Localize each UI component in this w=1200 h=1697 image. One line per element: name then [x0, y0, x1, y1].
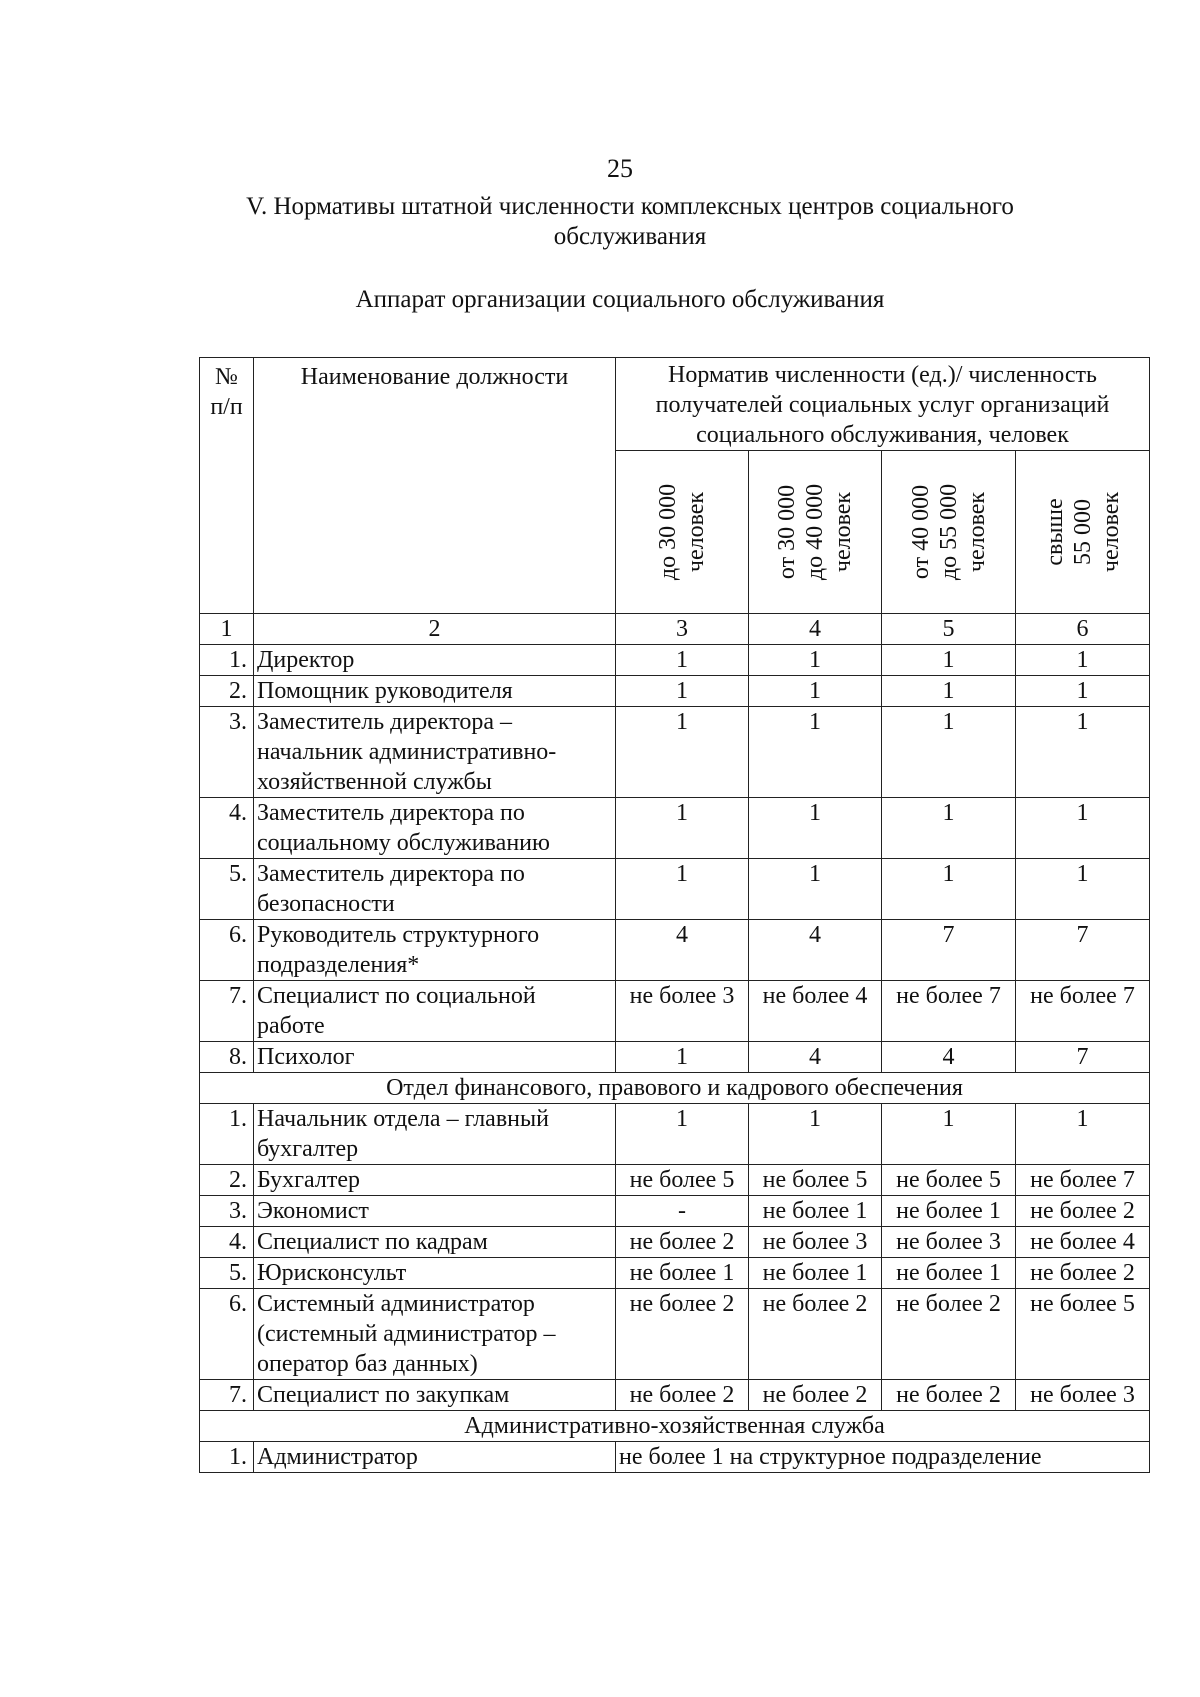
row-number: 3. [200, 1196, 254, 1227]
norm-value-cell: не более 5 [882, 1165, 1016, 1196]
header-col-1-line-2: человек [683, 491, 709, 573]
norm-value-cell: 7 [1016, 920, 1150, 981]
norm-value-cell: не более 2 [1016, 1258, 1150, 1289]
position-name-cell [254, 1258, 616, 1289]
header-col-4-line-2: 55 000 [1069, 499, 1096, 566]
norm-value-cell: не более 2 [616, 1227, 749, 1258]
position-name-cell [254, 707, 616, 798]
norm-value-cell: 1 [882, 676, 1016, 707]
norm-value-cell: не более 7 [1016, 1165, 1150, 1196]
norm-value-cell: 1 [1016, 859, 1150, 920]
norm-value-cell: 4 [882, 1042, 1016, 1073]
column-number-cell: 5 [882, 614, 1016, 645]
header-col-3-line-1: от 40 000 [907, 484, 934, 580]
row-number: 6. [200, 1289, 254, 1380]
header-col-under-30000 [616, 451, 749, 614]
row-number: 1. [200, 645, 254, 676]
table-row [200, 1042, 1150, 1073]
table-row [200, 920, 1150, 981]
position-name-line: Психолог [257, 1044, 355, 1070]
position-name-line: Юрисконсульт [257, 1260, 407, 1286]
header-col-3-line-2: до 55 000 [935, 483, 962, 581]
row-number: 8. [200, 1042, 254, 1073]
position-name-line: Заместитель директора – [257, 709, 513, 735]
norm-value-cell: не более 3 [749, 1227, 882, 1258]
header-col-30000-40000 [749, 451, 882, 614]
staffing-norms-table [199, 357, 1150, 1473]
norm-value-cell: 1 [749, 707, 882, 798]
table-row [200, 1227, 1150, 1258]
norm-value-cell: 1 [616, 859, 749, 920]
norm-value-cell: не более 4 [1016, 1227, 1150, 1258]
norm-value-cell: не более 2 [882, 1289, 1016, 1380]
position-name-line: Бухгалтер [257, 1167, 361, 1193]
norm-value-cell: 1 [749, 859, 882, 920]
position-name-cell [254, 1227, 616, 1258]
norm-value-cell: не более 7 [1016, 981, 1150, 1042]
position-name-line: Начальник отдела – главный [257, 1106, 549, 1132]
table-row [200, 676, 1150, 707]
page-number: 25 [607, 154, 633, 183]
norm-value-cell: не более 5 [616, 1165, 749, 1196]
row-number: 6. [200, 920, 254, 981]
norm-value-cell: не более 2 [616, 1380, 749, 1411]
norm-value-cell: 1 [749, 1104, 882, 1165]
merged-norm-value: не более 1 на структурное подразделение [616, 1442, 1150, 1473]
position-name-line: бухгалтер [257, 1136, 359, 1162]
position-name-cell [254, 676, 616, 707]
position-name-cell [254, 1289, 616, 1380]
position-name-cell [254, 1042, 616, 1073]
position-name-cell [254, 1165, 616, 1196]
norm-value-cell: не более 2 [1016, 1196, 1150, 1227]
header-col-2-line-2: до 40 000 [802, 483, 828, 581]
position-name-cell [254, 1104, 616, 1165]
header-group-line-2: получателей социальных услуг организаций [655, 392, 1110, 418]
norm-value-cell: 1 [616, 676, 749, 707]
column-number-cell: 6 [1016, 614, 1150, 645]
header-norm-group [616, 358, 1150, 451]
table-row [200, 1380, 1150, 1411]
header-col-1-line-1: до 30 000 [655, 483, 681, 581]
table-row [200, 798, 1150, 859]
norm-value-cell: 7 [1016, 1042, 1150, 1073]
norm-value-cell: не более 3 [882, 1227, 1016, 1258]
position-name-cell [254, 981, 616, 1042]
table-row [200, 1442, 1150, 1473]
norm-value-cell: не более 3 [616, 981, 749, 1042]
header-col-2-line-3: человек [830, 491, 856, 573]
position-name-line: хозяйственной службы [257, 769, 492, 795]
header-col-40000-55000 [882, 451, 1016, 614]
norm-value-cell: 1 [749, 676, 882, 707]
table-row [200, 1289, 1150, 1380]
norm-value-cell: 1 [882, 645, 1016, 676]
position-name-cell [254, 859, 616, 920]
column-number-cell: 3 [616, 614, 749, 645]
norm-value-cell: не более 7 [882, 981, 1016, 1042]
norm-value-cell: 4 [749, 920, 882, 981]
position-name-cell [254, 920, 616, 981]
position-name-line: Специалист по социальной [257, 983, 536, 1009]
norm-value-cell: не более 1 [882, 1196, 1016, 1227]
section-subtitle: Аппарат организации социального обслуживания [355, 286, 885, 313]
norm-value-cell: не более 5 [1016, 1289, 1150, 1380]
norm-value-cell: не более 4 [749, 981, 882, 1042]
row-number: 4. [200, 798, 254, 859]
position-name-line: безопасности [257, 891, 395, 917]
header-num-line-2: п/п [210, 394, 243, 420]
norm-value-cell: не более 2 [616, 1289, 749, 1380]
header-num-cell [200, 358, 254, 614]
position-name-cell [254, 798, 616, 859]
norm-value-cell: 1 [1016, 707, 1150, 798]
norm-value-cell: 1 [882, 707, 1016, 798]
position-name-line: Руководитель структурного [257, 922, 540, 948]
norm-value-cell: 7 [882, 920, 1016, 981]
norm-value-cell: не более 2 [882, 1380, 1016, 1411]
norm-value-cell: 1 [1016, 676, 1150, 707]
column-number-cell: 1 [200, 614, 254, 645]
norm-value-cell: не более 1 [882, 1258, 1016, 1289]
position-name-cell [254, 1380, 616, 1411]
table-row [200, 981, 1150, 1042]
header-group-line-3: социального обслуживания, человек [696, 422, 1069, 448]
position-name-line: работе [257, 1013, 325, 1039]
row-number: 2. [200, 676, 254, 707]
table-row [200, 707, 1150, 798]
norm-value-cell: 4 [749, 1042, 882, 1073]
position-name-line: Администратор [257, 1444, 418, 1470]
title-line-1: V. Нормативы штатной численности комплексных центров социального [246, 193, 1014, 220]
table-row [200, 1196, 1150, 1227]
position-name-line: Специалист по закупкам [257, 1382, 510, 1408]
header-col-4-line-1: свыше [1041, 498, 1068, 566]
norm-value-cell: 1 [616, 1104, 749, 1165]
position-name-line: начальник административно- [257, 739, 557, 765]
norm-value-cell: не более 1 [749, 1196, 882, 1227]
norm-value-cell: 1 [882, 859, 1016, 920]
position-name-cell [254, 645, 616, 676]
header-row [200, 358, 1150, 451]
header-col-3-line-3: человек [963, 491, 990, 573]
row-number: 4. [200, 1227, 254, 1258]
norm-value-cell: 1 [616, 1042, 749, 1073]
norm-value-cell: не более 1 [616, 1258, 749, 1289]
norm-value-cell: 1 [616, 798, 749, 859]
table-row [200, 1104, 1150, 1165]
row-number: 7. [200, 1380, 254, 1411]
norm-value-cell: 1 [616, 645, 749, 676]
row-number: 3. [200, 707, 254, 798]
section-heading: Административно-хозяйственная служба [200, 1411, 1150, 1442]
section-heading: Отдел финансового, правового и кадрового обеспечения [200, 1073, 1150, 1104]
row-number: 5. [200, 1258, 254, 1289]
table-row [200, 1165, 1150, 1196]
norm-value-cell: не более 2 [749, 1289, 882, 1380]
column-number-cell: 4 [749, 614, 882, 645]
norm-value-cell: 1 [1016, 1104, 1150, 1165]
column-number-cell: 2 [254, 614, 616, 645]
table-row [200, 1258, 1150, 1289]
header-num-line-1: № [215, 364, 238, 390]
table-row [200, 645, 1150, 676]
row-number: 1. [200, 1104, 254, 1165]
position-name-line: подразделения* [257, 952, 420, 978]
norm-value-cell: 4 [616, 920, 749, 981]
header-group-line-1: Норматив численности (ед.)/ численность [668, 362, 1097, 388]
norm-value-cell: 1 [616, 707, 749, 798]
norm-value-cell: 1 [1016, 645, 1150, 676]
position-name-line: Заместитель директора по [257, 800, 525, 826]
row-number: 2. [200, 1165, 254, 1196]
row-number: 7. [200, 981, 254, 1042]
position-name-line: (системный администратор – [257, 1321, 556, 1347]
position-name-line: Помощник руководителя [257, 678, 513, 704]
position-name-line: Заместитель директора по [257, 861, 525, 887]
position-name-line: социальному обслуживанию [257, 830, 550, 856]
section-heading-row [200, 1073, 1150, 1104]
norm-value-cell: - [616, 1196, 749, 1227]
row-number: 5. [200, 859, 254, 920]
section-heading-row [200, 1411, 1150, 1442]
position-name-line: оператор баз данных) [257, 1351, 478, 1377]
norm-value-cell: не более 5 [749, 1165, 882, 1196]
norm-value-cell: 1 [749, 798, 882, 859]
header-col-over-55000 [1016, 451, 1150, 614]
norm-value-cell: не более 2 [749, 1380, 882, 1411]
position-name-line: Специалист по кадрам [257, 1229, 488, 1255]
norm-value-cell: 1 [882, 798, 1016, 859]
norm-value-cell: не более 1 [749, 1258, 882, 1289]
position-name-line: Экономист [257, 1198, 369, 1224]
header-col-2-line-1: от 30 000 [774, 484, 800, 580]
table-row [200, 859, 1150, 920]
column-numbers-row [200, 614, 1150, 645]
norm-value-cell: 1 [882, 1104, 1016, 1165]
document-title [230, 192, 1030, 252]
header-col-4-line-3: человек [1097, 491, 1124, 573]
header-position-name: Наименование должности [254, 358, 616, 614]
norm-value-cell: 1 [1016, 798, 1150, 859]
position-name-cell [254, 1196, 616, 1227]
norm-value-cell: не более 3 [1016, 1380, 1150, 1411]
row-number: 1. [200, 1442, 254, 1473]
position-name-cell [254, 1442, 616, 1473]
title-line-2: обслуживания [553, 223, 707, 250]
position-name-line: Директор [257, 647, 355, 673]
position-name-line: Системный администратор [257, 1291, 535, 1317]
norm-value-cell: 1 [749, 645, 882, 676]
